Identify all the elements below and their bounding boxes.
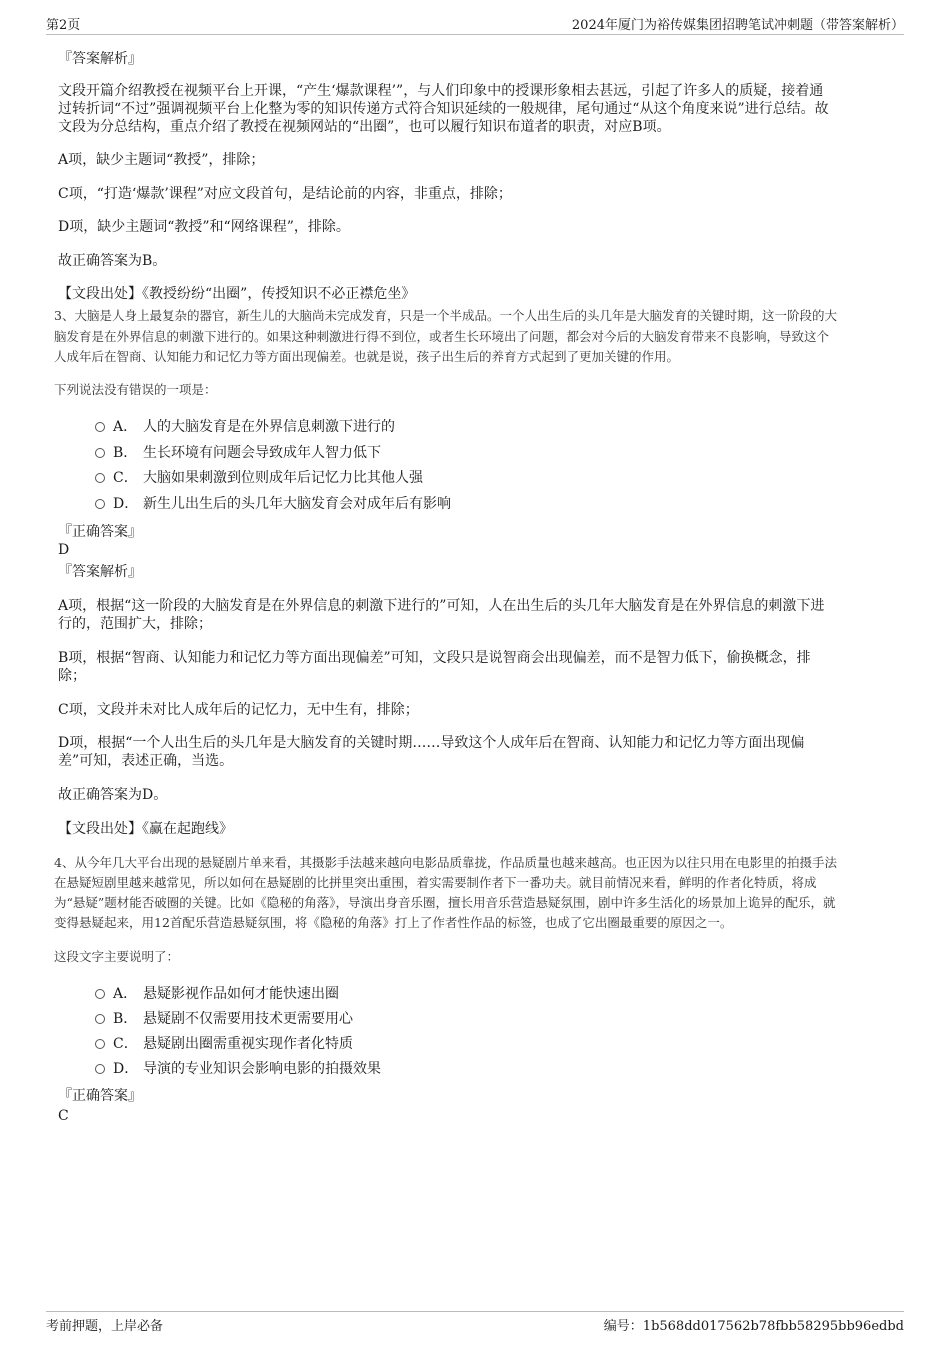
- q2-analysis-line: 文段开篇介绍教授在视频平台上开课，“产生‘爆款课程’”，与人们印象中的授课形象相去甚远，引起了许多人的质疑，接着通: [58, 83, 824, 99]
- q3-option-b[interactable]: B． 生长环境有问题会导致成年人智力低下: [95, 444, 381, 462]
- q3-prompt: 下列说法没有错误的一项是：: [54, 382, 217, 397]
- document-id: 编号：1b568dd017562b78fbb58295bb96edbd: [603, 1319, 904, 1334]
- q3-option-c[interactable]: C． 大脑如果刺激到位则成年后记忆力比其他人强: [95, 469, 423, 487]
- q2-analysis-label: 『答案解析』: [58, 51, 142, 67]
- q4-correct-answer: C: [58, 1108, 69, 1124]
- document-title: 2024年厦门为裕传媒集团招聘笔试冲刺题（带答案解析）: [571, 18, 904, 33]
- radio-icon[interactable]: [95, 473, 105, 483]
- radio-icon[interactable]: [95, 1064, 105, 1074]
- q2-analysis-d: D项，缺少主题词“教授”和“网络课程”，排除。: [58, 219, 350, 235]
- q4-stem-line: 4、从今年几大平台出现的悬疑剧片单来看，其摄影手法越来越向电影品质靠拢，作品质量也越来越高。也正因为以往只用在电影里的拍摄手法: [54, 855, 837, 870]
- q3-stem-line: 脑发育是在外界信息的刺激下进行的。如果这种刺激进行得不到位，或者生长环境出了问题，都会对今后的大脑发育带来不良影响，导致这个: [54, 329, 830, 344]
- q2-analysis-line: 文段为分总结构，重点介绍了教授在视频网站的“出圈”，也可以履行知识布道者的职责，对应B项。: [58, 119, 671, 135]
- radio-icon[interactable]: [95, 1039, 105, 1049]
- q3-analysis-label: 『答案解析』: [58, 564, 142, 580]
- q2-source: 【文段出处】《教授纷纷“出圈”，传授知识不必正襟危坐》: [58, 286, 416, 302]
- q3-analysis-c: C项，文段并未对比人成年后的记忆力，无中生有，排除；: [58, 702, 419, 718]
- q4-option-d[interactable]: D． 导演的专业知识会影响电影的拍摄效果: [95, 1060, 381, 1078]
- q3-answer: 故正确答案为D。: [58, 787, 168, 803]
- q4-option-a[interactable]: A． 悬疑影视作品如何才能快速出圈: [95, 985, 339, 1003]
- footer-slogan: 考前押题，上岸必备: [46, 1319, 164, 1334]
- q4-option-c[interactable]: C． 悬疑剧出圈需重视实现作者化特质: [95, 1035, 353, 1053]
- q2-analysis-a: A项，缺少主题词“教授”，排除；: [58, 152, 265, 168]
- q3-stem-line: 3、大脑是人身上最复杂的器官，新生儿的大脑尚未完成发育，只是一个半成品。一个人出生后的头几年是大脑发育的关键时期，这一阶段的大: [54, 308, 837, 323]
- radio-icon[interactable]: [95, 422, 105, 432]
- page-header: [46, 14, 904, 35]
- q3-analysis-b: 除；: [58, 668, 86, 684]
- q4-stem-line: 为“悬疑”题材能否破圈的关键。比如《隐秘的角落》，导演出身音乐圈，擅长用音乐营造悬疑氛围，剧中许多生活化的场景加上诡异的配乐，就: [54, 895, 836, 910]
- radio-icon[interactable]: [95, 1014, 105, 1024]
- q3-analysis-d: 差”可知，表述正确，当选。: [58, 753, 234, 769]
- q3-analysis-b: B项，根据“智商、认知能力和记忆力等方面出现偏差”可知，文段只是说智商会出现偏差，而不是智力低下，偷换概念，排: [58, 650, 811, 666]
- q2-analysis-c: C项，“打造‘爆款’课程”对应文段首句，是结论前的内容，非重点，排除；: [58, 186, 512, 202]
- radio-icon[interactable]: [95, 448, 105, 458]
- q3-option-a[interactable]: A． 人的大脑发育是在外界信息刺激下进行的: [95, 418, 395, 436]
- page-footer: [46, 1311, 904, 1335]
- radio-icon[interactable]: [95, 989, 105, 999]
- q4-option-b[interactable]: B． 悬疑剧不仅需要用技术更需要用心: [95, 1010, 353, 1028]
- page-number: 第2页: [46, 18, 81, 33]
- q4-stem-line: 变得悬疑起来，用12首配乐营造悬疑氛围，将《隐秘的角落》打上了作者性作品的标签，也成了它出圈最重要的原因之一。: [54, 915, 733, 930]
- q3-analysis-a: 行的，范围扩大，排除；: [58, 616, 212, 632]
- q4-prompt: 这段文字主要说明了：: [54, 949, 180, 964]
- q2-analysis-line: 过转折词“不过”强调视频平台上化整为零的知识传递方式符合知识延续的一般规律，尾句通过“从这个角度来说”进行总结。故: [58, 101, 829, 117]
- q2-answer: 故正确答案为B。: [58, 253, 167, 269]
- q3-source: 【文段出处】《赢在起跑线》: [58, 821, 233, 837]
- q4-correct-label: 『正确答案』: [58, 1088, 142, 1104]
- q3-correct-answer: D: [58, 542, 70, 558]
- q3-analysis-d: D项，根据“一个人出生后的头几年是大脑发育的关键时期……导致这个人成年后在智商、认知能力和记忆力等方面出现偏: [58, 735, 805, 751]
- q4-stem-line: 在悬疑短剧里越来越常见，所以如何在悬疑剧的比拼里突出重围，着实需要制作者下一番功夫。就目前情况来看，鲜明的作者化特质，将成: [54, 875, 817, 890]
- q3-option-d[interactable]: D． 新生儿出生后的头几年大脑发育会对成年后有影响: [95, 495, 451, 513]
- q3-correct-label: 『正确答案』: [58, 524, 142, 540]
- radio-icon[interactable]: [95, 499, 105, 509]
- q3-stem-line: 人成年后在智商、认知能力和记忆力等方面出现偏差。也就是说，孩子出生后的养育方式起到了更加关键的作用。: [54, 349, 680, 364]
- q3-analysis-a: A项，根据“这一阶段的大脑发育是在外界信息的刺激下进行的”可知，人在出生后的头几年大脑发育是在外界信息的刺激下进: [58, 598, 825, 614]
